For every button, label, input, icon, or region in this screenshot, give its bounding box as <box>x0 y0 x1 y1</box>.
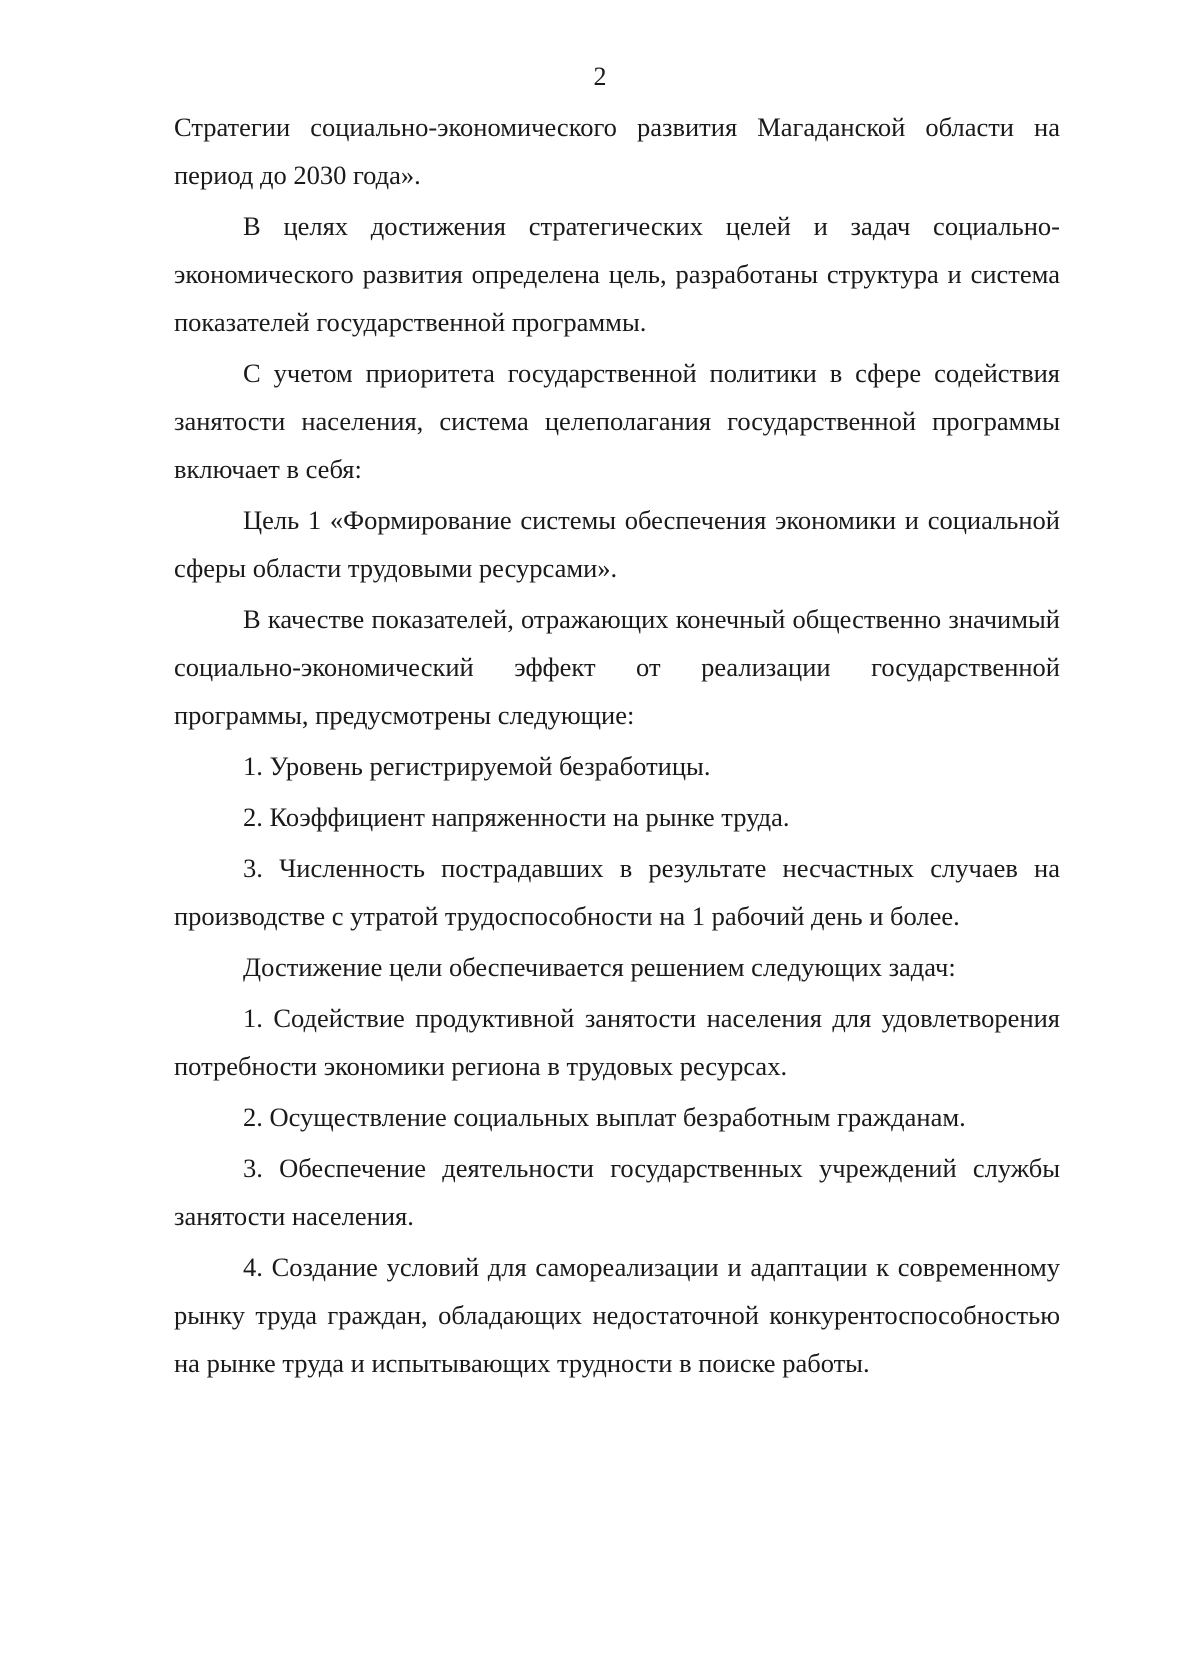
page-number: 2 <box>593 62 607 91</box>
task-item-1: 1. Содействие продуктивной занятости населения для удовлетворения потребности экономики региона в трудовых ресурсах. <box>174 1003 1060 1081</box>
task-item-3: 3. Обеспечение деятельности государственных учреждений службы занятости населения. <box>174 1153 1060 1231</box>
paragraph-goal-setting-system: С учетом приоритета государственной политики в сфере содействия занятости населения, система целеполагания государственной программы включает в себя: <box>174 358 1060 484</box>
indicator-item-1: 1. Уровень регистрируемой безработицы. <box>243 751 711 781</box>
indicator-item-2: 2. Коэффициент напряженности на рынке труда. <box>243 802 790 832</box>
paragraph-strategy-continuation: Стратегии социально-экономического развития Магаданской области на период до 2030 года». <box>174 112 1060 190</box>
indicator-item-3: 3. Численность пострадавших в результате несчастных случаев на производстве с утратой трудоспособности на 1 рабочий день и более. <box>174 853 1060 931</box>
paragraph-tasks-intro: Достижение цели обеспечивается решением следующих задач: <box>243 952 956 982</box>
paragraph-goal-1: Цель 1 «Формирование системы обеспечения экономики и социальной сферы области трудовыми ресурсами». <box>174 505 1060 583</box>
task-item-4: 4. Создание условий для самореализации и адаптации к современному рынку труда граждан, обладающих недостаточной конкурентоспособностью на рынке труда и испытывающих трудности в поиске работы. <box>174 1252 1060 1378</box>
document-body <box>174 103 1060 1387</box>
paragraph-indicators-intro: В качестве показателей, отражающих конечный общественно значимый социально-экономический эффект от реализации государственной программы, предусмотрены следующие: <box>174 604 1060 730</box>
task-item-2: 2. Осуществление социальных выплат безработным гражданам. <box>243 1102 966 1132</box>
paragraph-goals-intro: В целях достижения стратегических целей и задач социально-экономического развития определена цель, разработаны структура и система показателей государственной программы. <box>174 211 1060 337</box>
